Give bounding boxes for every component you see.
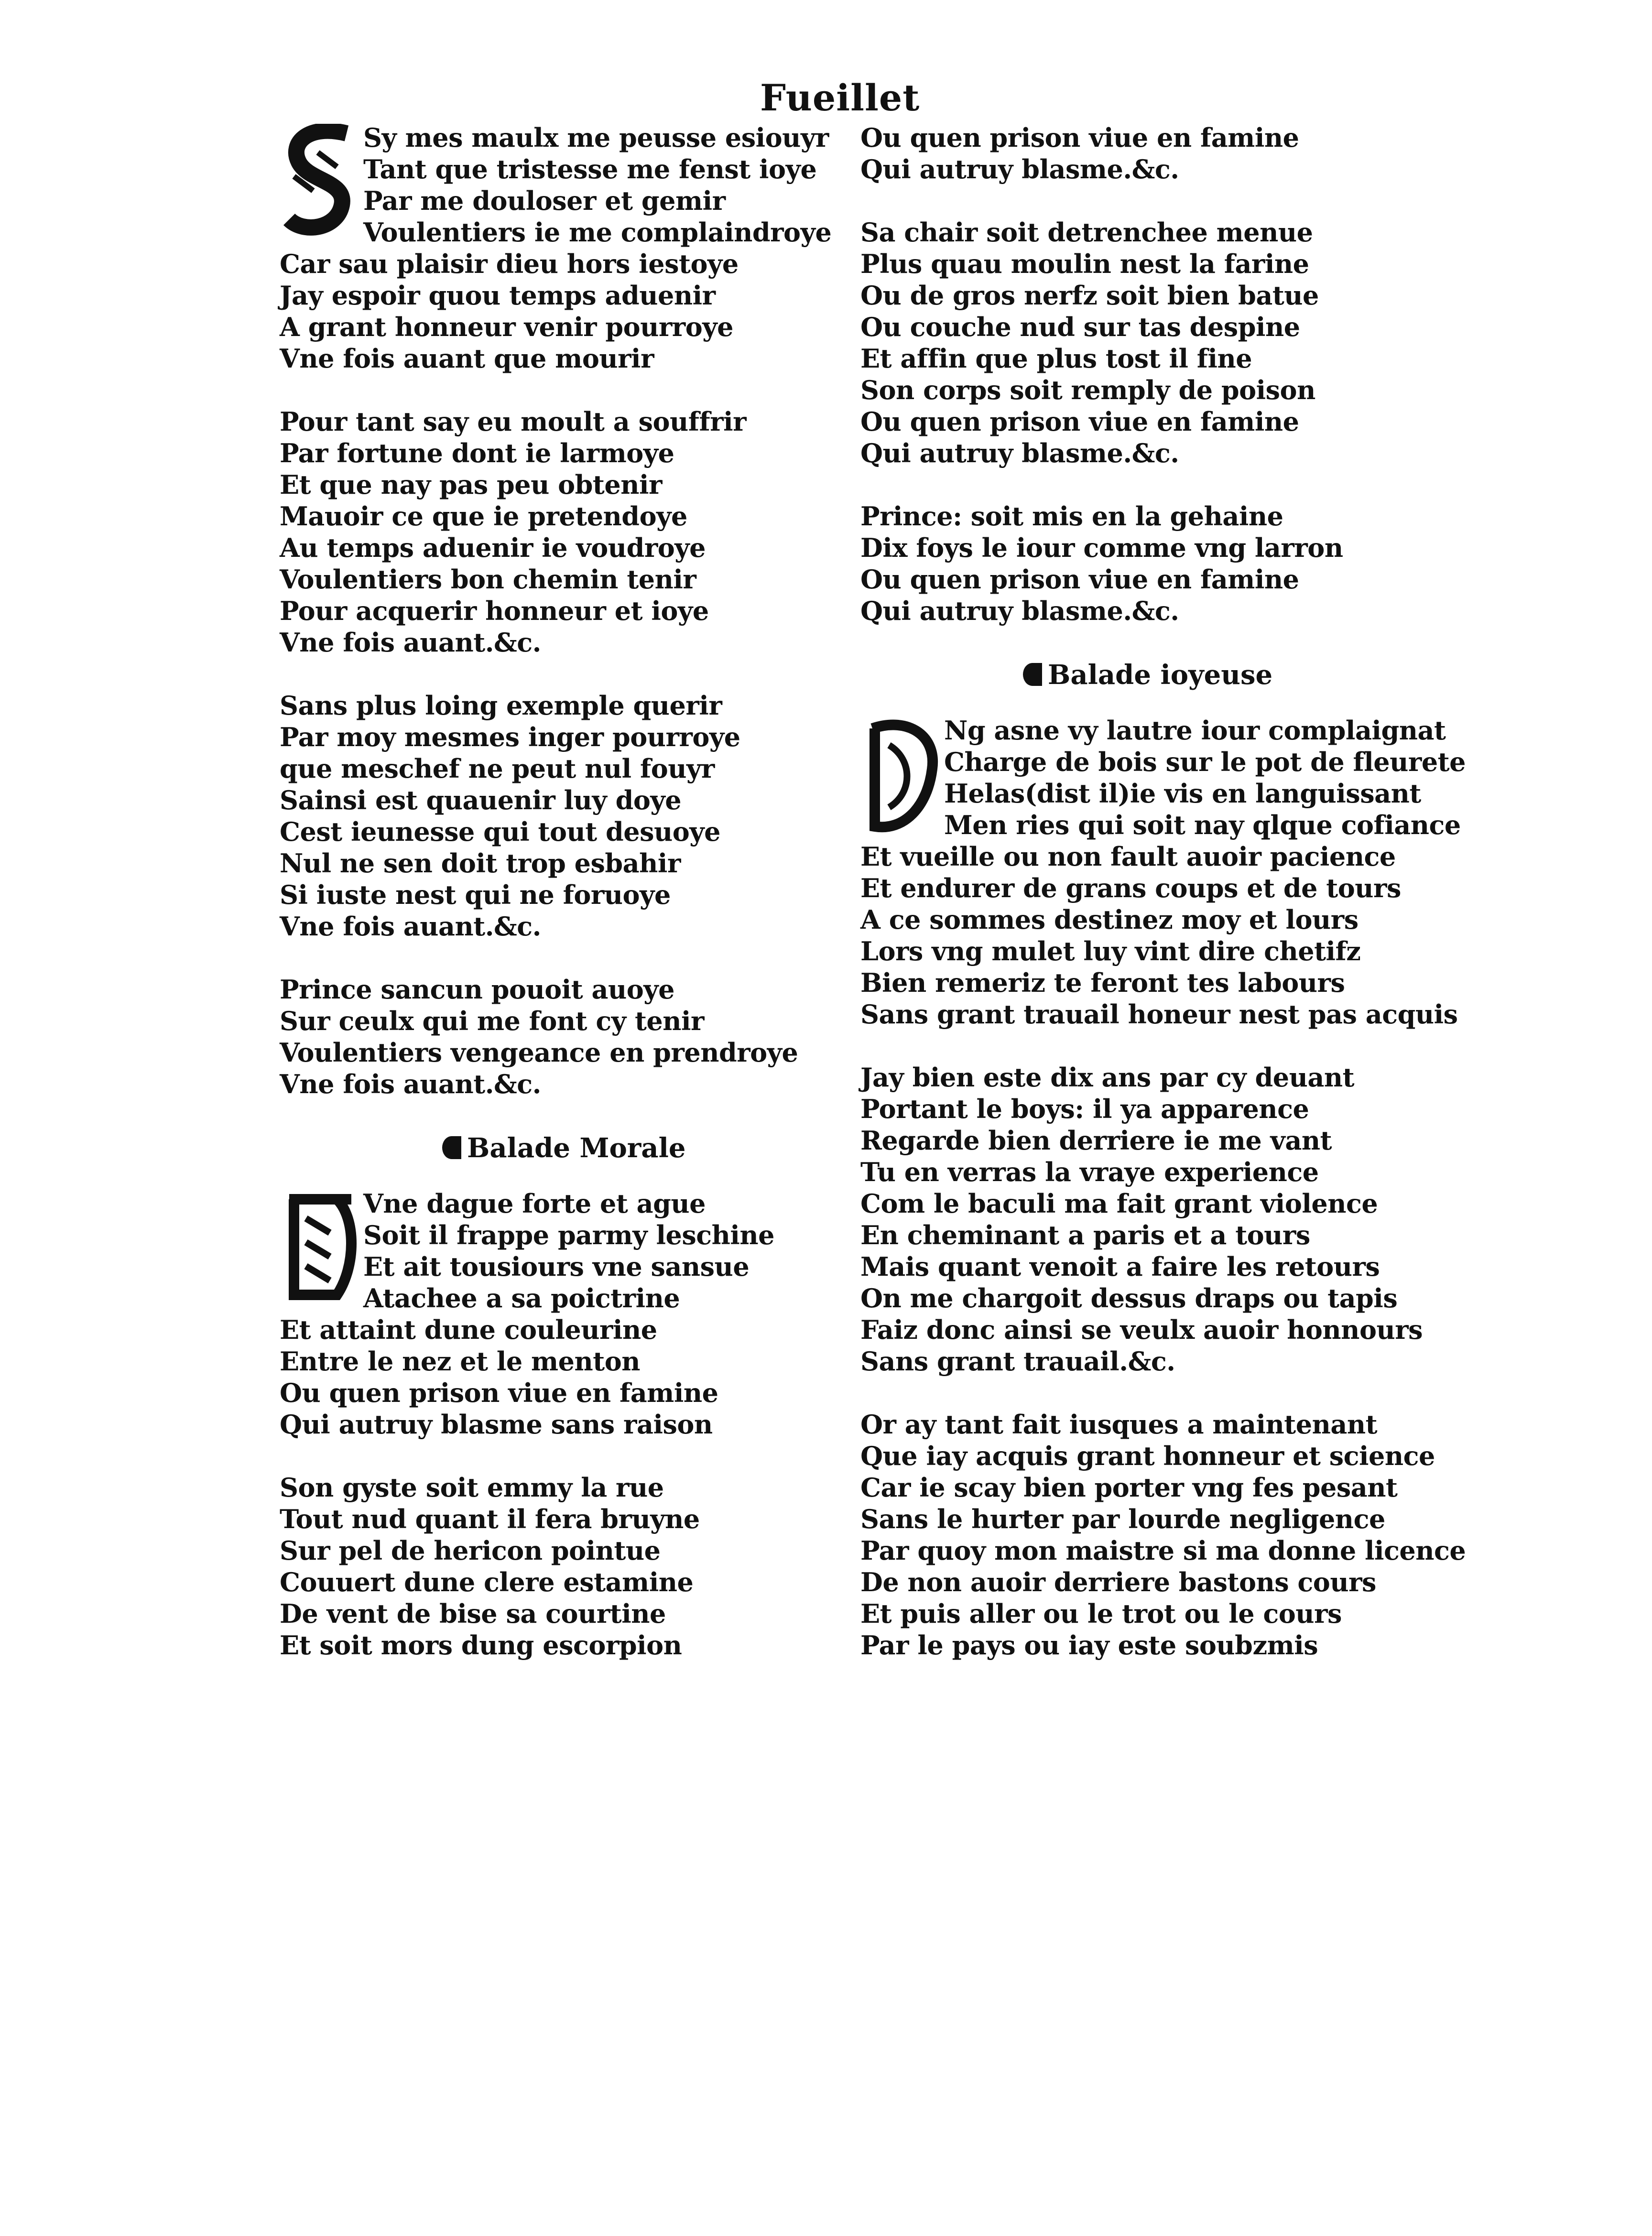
stanza [860, 122, 1482, 185]
verse-line: Ou quen prison viue en famine [280, 1378, 718, 1408]
ballad-title [860, 658, 1482, 692]
verse-line: A grant honneur venir pourroye [280, 312, 734, 342]
verse-line: Ou quen prison viue en famine [860, 122, 1299, 153]
verse-line: Portant le boys: il ya apparence [860, 1094, 1309, 1124]
verse-line: Helas(dist il)ie vis en languissant [944, 778, 1421, 809]
verse-line: Ng asne vy lautre iour complaignat [944, 715, 1446, 746]
stanza [860, 715, 1482, 1030]
verse-line: De vent de bise sa courtine [280, 1598, 666, 1629]
verse-line: Son gyste soit emmy la rue [280, 1472, 664, 1503]
ballad1 [280, 122, 877, 374]
verse-line: Qui autruy blasme.&c. [860, 154, 1179, 185]
verse-line: Que iay acquis grant honneur et science [860, 1441, 1435, 1471]
verse-line: Ou couche nud sur tas despine [860, 312, 1300, 342]
stanza [280, 406, 877, 658]
verse-line: Tout nud quant il fera bruyne [280, 1504, 700, 1534]
verse-line: Voulentiers vengeance en prendroye [280, 1037, 798, 1068]
verse-line: Jay bien este dix ans par cy deuant [860, 1062, 1355, 1093]
verse-line: Entre le nez et le menton [280, 1346, 640, 1377]
verse-line: Son corps soit remply de poison [860, 375, 1315, 405]
right-column [860, 122, 1482, 1693]
decorated-initial-v-icon [860, 716, 942, 836]
verse-line: Et ait tousiours vne sansue [363, 1251, 750, 1282]
verse-line: Sans plus loing exemple querir [280, 690, 722, 721]
verse-line: Sans grant trauail honeur nest pas acquis [860, 999, 1458, 1030]
verse-line: On me chargoit dessus draps ou tapis [860, 1283, 1398, 1313]
verse-line: Dix foys le iour comme vng larron [860, 532, 1343, 563]
verse-line: Vne fois auant.&c. [280, 627, 541, 658]
verse-line: Sans le hurter par lourde negligence [860, 1504, 1385, 1534]
verse-line: Cest ieunesse qui tout desuoye [280, 816, 721, 847]
verse-line: De non auoir derriere bastons cours [860, 1567, 1376, 1597]
verse-line: Qui autruy blasme sans raison [280, 1409, 713, 1440]
verse-line: Et que nay pas peu obtenir [280, 469, 662, 500]
verse-line: Si iuste nest qui ne foruoye [280, 879, 671, 910]
verse-line: Vne dague forte et ague [363, 1188, 706, 1219]
verse-line: Nul ne sen doit trop esbahir [280, 848, 681, 879]
verse-line: Sans grant trauail.&c. [860, 1346, 1175, 1377]
verse-line: Pour tant say eu moult a souffrir [280, 406, 747, 437]
verse-line: Vne fois auant.&c. [280, 1069, 541, 1099]
stanza [280, 974, 877, 1100]
ballad3 [860, 715, 1482, 1030]
verse-line: Mais quant venoit a faire les retours [860, 1251, 1380, 1282]
verse-line: Sur pel de hericon pointue [280, 1535, 661, 1566]
stanza [860, 1409, 1482, 1661]
verse-line: Plus quau moulin nest la farine [860, 249, 1309, 279]
decorated-initial-v-icon [280, 1190, 361, 1309]
stanza [280, 1188, 877, 1440]
ballad-title [280, 1131, 877, 1165]
verse-line: Couuert dune clere estamine [280, 1567, 694, 1597]
verse-line: Par fortune dont ie larmoye [280, 438, 674, 468]
verse-line: Ou de gros nerfz soit bien batue [860, 280, 1319, 311]
verse-line: Par quoy mon maistre si ma donne licence [860, 1535, 1466, 1566]
verse-line: Charge de bois sur le pot de fleurete [944, 747, 1466, 777]
stanza [860, 217, 1482, 469]
verse-line: Vne fois auant.&c. [280, 911, 541, 942]
verse-line: Prince: soit mis en la gehaine [860, 501, 1283, 532]
verse-line: Ou quen prison viue en famine [860, 564, 1299, 595]
stanza [860, 500, 1482, 627]
verse-line: Vne fois auant que mourir [280, 343, 654, 374]
verse-line: Par moy mesmes inger pourroye [280, 722, 740, 752]
verse-line: Mauoir ce que ie pretendoye [280, 501, 687, 532]
verse-line: Par le pays ou iay este soubzmis [860, 1630, 1318, 1661]
pilcrow-icon [1023, 663, 1042, 686]
verse-line: Pour acquerir honneur et ioye [280, 596, 709, 626]
verse-line: Tu en verras la vraye experience [860, 1157, 1319, 1187]
verse-line: Car sau plaisir dieu hors iestoye [280, 249, 739, 279]
verse-line: Prince sancun pouoit auoye [280, 974, 675, 1005]
verse-line: Par me douloser et gemir [363, 185, 726, 216]
verse-line: Men ries qui soit nay qlque cofiance [944, 810, 1461, 840]
stanza [280, 690, 877, 942]
ballad-title-text: Balade ioyeuse [1048, 659, 1273, 691]
verse-line: Regarde bien derriere ie me vant [860, 1125, 1332, 1156]
verse-line: Ou quen prison viue en famine [860, 406, 1299, 437]
verse-line: Sa chair soit detrenchee menue [860, 217, 1313, 248]
verse-line: que meschef ne peut nul fouyr [280, 753, 715, 784]
verse-line: Jay espoir quou temps aduenir [280, 280, 716, 311]
verse-line: Qui autruy blasme.&c. [860, 438, 1179, 468]
verse-line: Sur ceulx qui me font cy tenir [280, 1006, 704, 1036]
verse-line: Et soit mors dung escorpion [280, 1630, 682, 1661]
verse-line: Sy mes maulx me peusse esiouyr [363, 122, 829, 153]
left-column [280, 122, 877, 1693]
verse-line: Qui autruy blasme.&c. [860, 596, 1179, 626]
decorated-initial-s-icon [280, 124, 361, 243]
verse-line: Voulentiers bon chemin tenir [280, 564, 696, 595]
ballad2 [280, 1188, 877, 1440]
verse-line: Faiz donc ainsi se veulx auoir honnours [860, 1314, 1423, 1345]
folio-header: Fueillet [760, 76, 920, 119]
verse-line: En cheminant a paris et a tours [860, 1220, 1310, 1250]
verse-line: Lors vng mulet luy vint dire chetifz [860, 936, 1361, 966]
verse-line: Et vueille ou non fault auoir pacience [860, 841, 1396, 872]
verse-line: Bien remeriz te feront tes labours [860, 967, 1345, 998]
pilcrow-icon [442, 1136, 461, 1159]
verse-line: Atachee a sa poictrine [363, 1283, 680, 1313]
verse-line: Et affin que plus tost il fine [860, 343, 1252, 374]
verse-line: Or ay tant fait iusques a maintenant [860, 1409, 1378, 1440]
verse-line: Com le baculi ma fait grant violence [860, 1188, 1378, 1219]
verse-line: Soit il frappe parmy leschine [363, 1220, 774, 1250]
verse-line: Et puis aller ou le trot ou le cours [860, 1598, 1342, 1629]
verse-line: Au temps aduenir ie voudroye [280, 532, 706, 563]
verse-line: Et attaint dune couleurine [280, 1314, 657, 1345]
verse-line: Sainsi est quauenir luy doye [280, 785, 682, 815]
stanza [280, 122, 877, 374]
stanza [280, 1472, 877, 1661]
verse-line: Tant que tristesse me fenst ioye [363, 154, 817, 185]
ballad-title-text: Balade Morale [467, 1132, 686, 1164]
verse-line: Car ie scay bien porter vng fes pesant [860, 1472, 1398, 1503]
stanza [860, 1062, 1482, 1377]
verse-line: Et endurer de grans coups et de tours [860, 873, 1401, 903]
verse-line: A ce sommes destinez moy et lours [860, 904, 1359, 935]
verse-line: Voulentiers ie me complaindroye [363, 217, 832, 248]
